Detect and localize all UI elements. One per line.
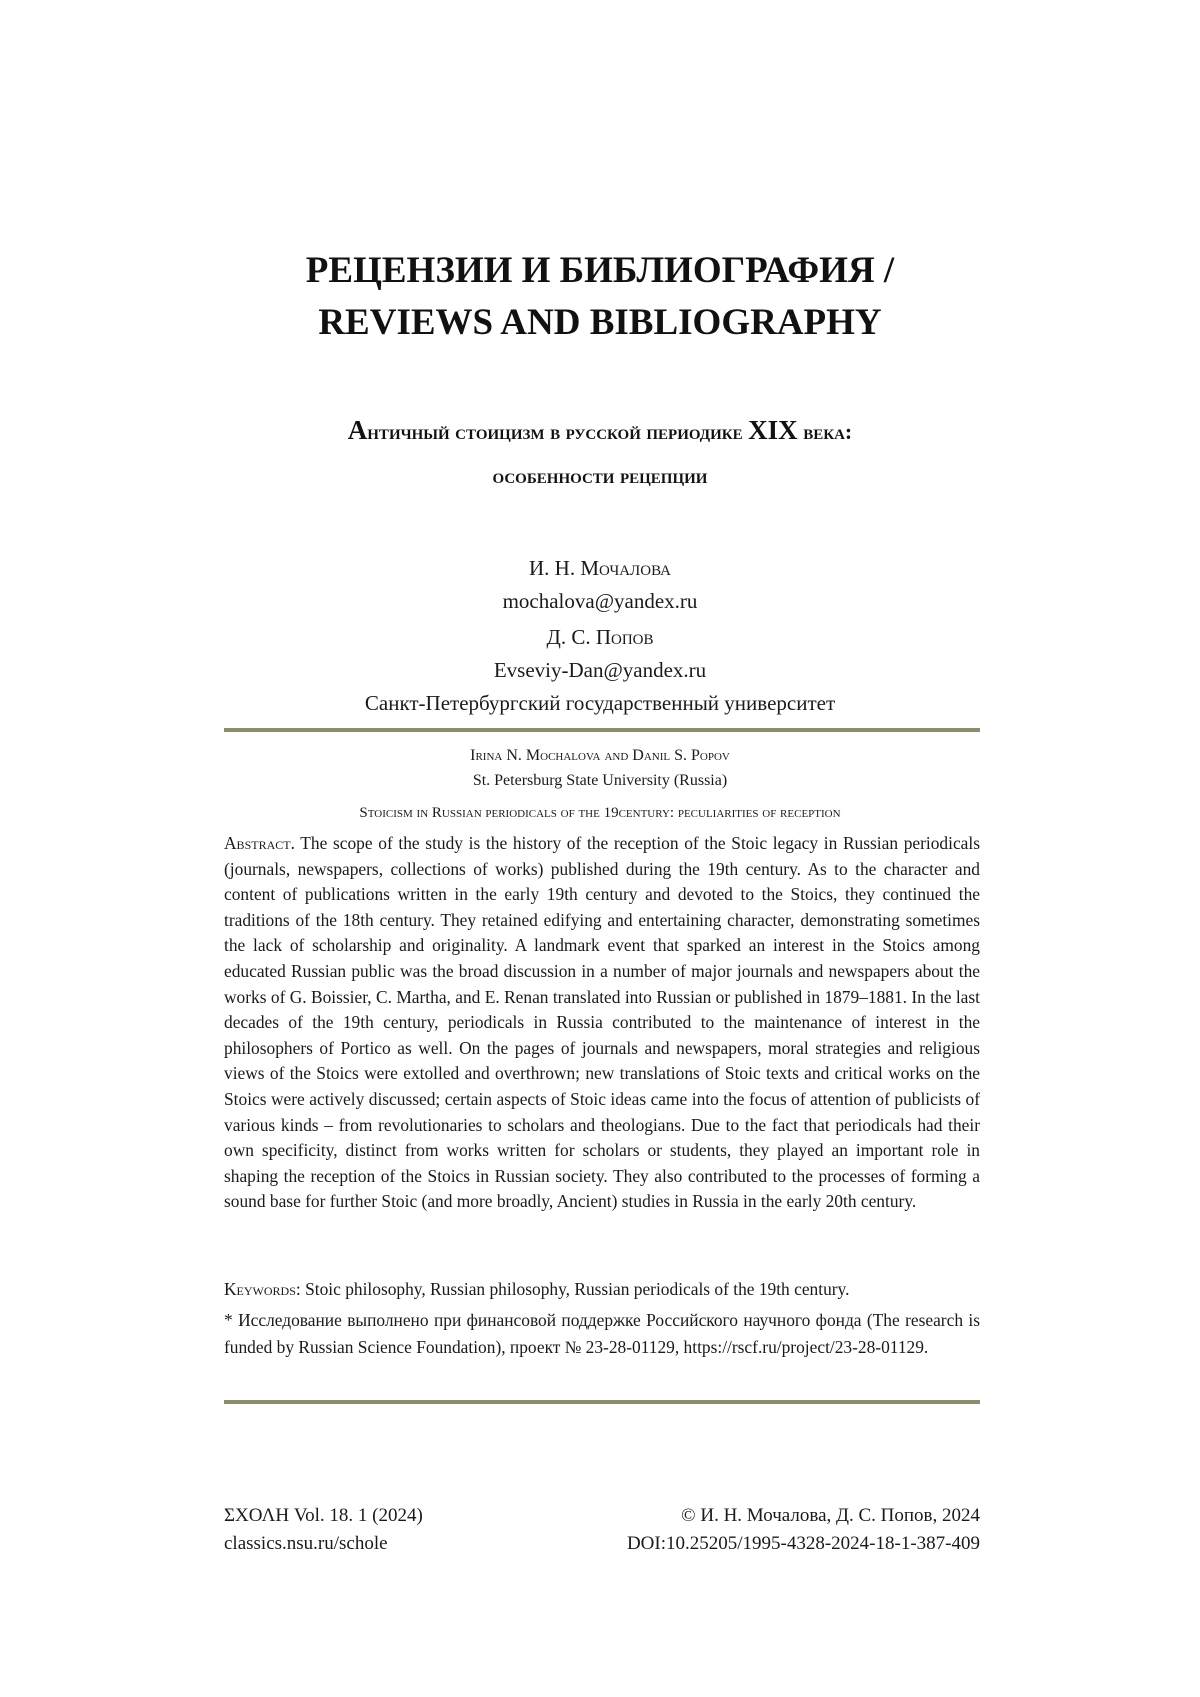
english-authors-block	[0, 743, 1200, 793]
article-title-line-2: особенности рецепции	[492, 463, 708, 488]
doi-link[interactable]: DOI:10.25205/1995-4328-2024-18-1-387-409	[626, 1533, 980, 1554]
journal-citation: ΣΧΟΛΗ Vol. 18. 1 (2024)	[224, 1505, 423, 1526]
section-title-russian: РЕЦЕНЗИИ И БИБЛИОГРАФИЯ /	[305, 250, 895, 291]
english-affiliation: St. Petersburg State University (Russia)	[472, 772, 728, 789]
section-title	[0, 245, 1200, 349]
authors-block	[0, 552, 1200, 720]
author-name: И. Н. Мочалова	[529, 556, 671, 580]
author-email[interactable]: Evseviy-Dan@yandex.ru	[493, 658, 707, 682]
footer-left	[224, 1502, 423, 1558]
article-title-end: века:	[803, 419, 853, 444]
funding-footnote: * Исследование выполнено при финансовой поддержке Российского научного фонда (The research is funded by Russian Science Foundation), проект № 23-28-01129, https://rscf.ru/project/23-28-01129.	[224, 1310, 980, 1357]
copyright-notice: © И. Н. Мочалова, Д. С. Попов, 2024	[681, 1505, 980, 1526]
abstract	[224, 831, 980, 1215]
english-author-names: Irina N. Mochalova and Danil S. Popov	[470, 747, 730, 764]
abstract-text: The scope of the study is the history of the reception of the Stoic legacy in Russian periodicals (journals, newspapers, collections of works) published during the 19th century. As to the character and content of publications written in the early 19th century and devoted to the Stoics, they continued the traditions of the 18th century. They retained edifying and entertaining character, demonstrating sometimes the lack of scholarship and originality. A landmark event that sparked an interest in the Stoics among educated Russian public was the broad discussion in a number of major journals and newspapers about the works of G. Boissier, C. Martha, and E. Renan translated into Russian or published in 1879–1881. In the last decades of the 19th century, periodicals in Russia contributed to the maintenance of interest in the philosophers of Portico as well. On the pages of journals and newspapers, moral strategies and religious views of the Stoics were extolled and overthrown; new translations of Stoic texts and critical works on the Stoics were actively discussed; certain aspects of Stoic ideas came into the focus of attention of publicists of various kinds – from revolutionaries to scholars and theologians. Due to the fact that periodicals had their own specificity, distinct from works written for scholars or students, they played an important role in shaping the reception of the Stoics in Russian society. They also contributed to the processes of forming a sound base for further Stoic (and more broadly, Ancient) studies in Russia in the early 20th century.	[224, 833, 980, 1212]
article-title-initial: А	[347, 415, 368, 445]
bottom-divider	[224, 1400, 980, 1404]
journal-site-link[interactable]: classics.nsu.ru/schole	[224, 1533, 388, 1554]
keywords-text: Stoic philosophy, Russian philosophy, Russian periodicals of the 19th century.	[305, 1279, 850, 1299]
article-title	[180, 408, 1020, 498]
article-title-century: XIX	[748, 415, 798, 445]
author-affiliation: Санкт-Петербургский государственный университет	[364, 691, 836, 715]
author-email[interactable]: mochalova@yandex.ru	[502, 589, 698, 613]
article-title-part: нтичный стоицизм в русской периодике	[367, 419, 743, 444]
top-divider	[224, 728, 980, 732]
author-name: Д. С. Попов	[546, 625, 654, 649]
article-title-line-1	[180, 408, 1020, 454]
footer-right	[627, 1502, 980, 1558]
abstract-label: Abstract.	[224, 833, 295, 853]
english-title: Stoicism in Russian periodicals of the 19century: peculiarities of reception	[359, 805, 841, 821]
section-title-english: REVIEWS AND BIBLIOGRAPHY	[318, 302, 882, 343]
keywords	[224, 1277, 980, 1303]
keywords-label: Keywords:	[224, 1279, 301, 1299]
